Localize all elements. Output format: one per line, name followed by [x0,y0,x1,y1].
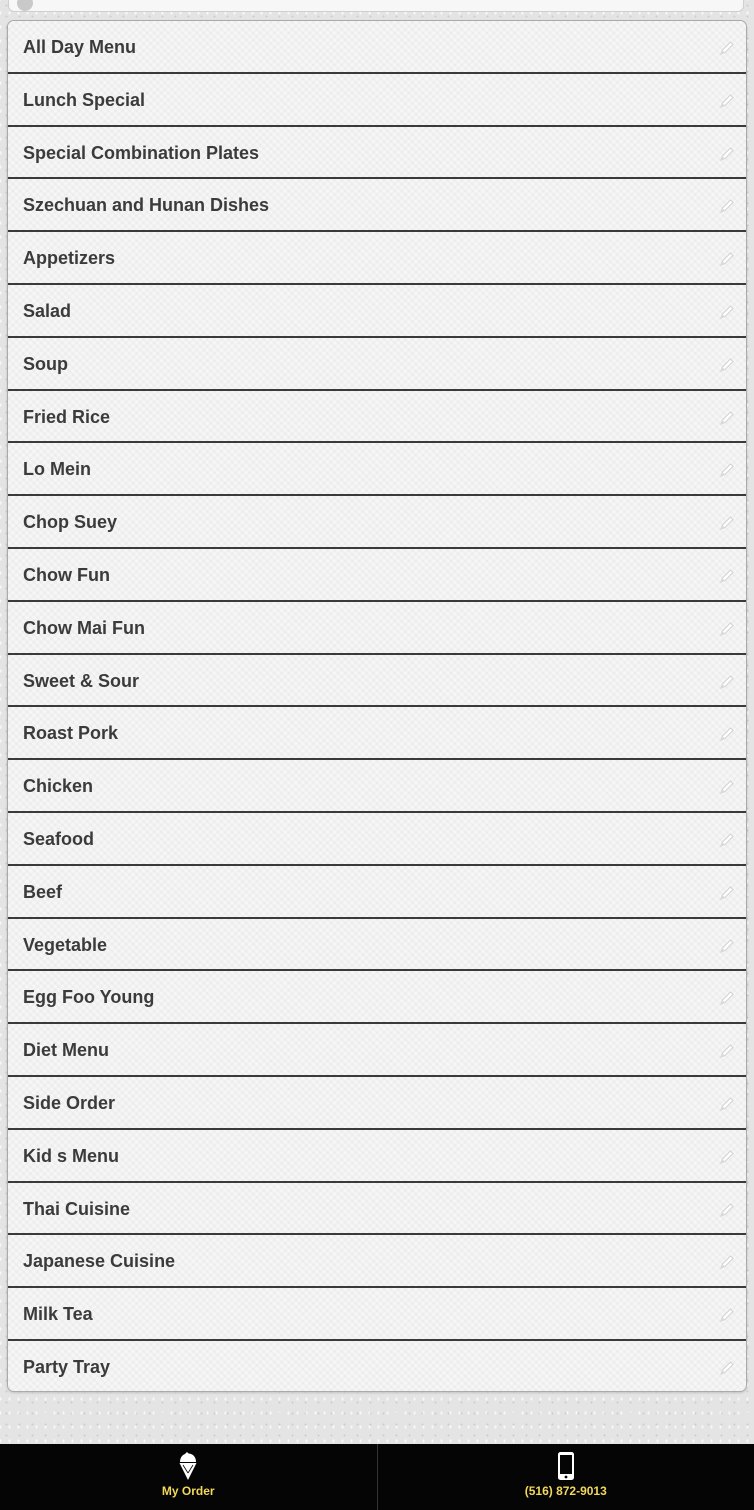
phone-number-label: (516) 872-9013 [524,1484,607,1498]
menu-item[interactable] [8,549,746,602]
pencil-icon [718,409,736,427]
menu-item[interactable] [8,602,746,655]
menu-item[interactable] [8,1130,746,1183]
search-icon [17,0,33,11]
pencil-icon [718,1042,736,1060]
menu-category-list [7,20,747,1392]
menu-item[interactable] [8,338,746,391]
menu-item-label: Salad [23,300,72,321]
pencil-icon [718,197,736,215]
menu-item-label: Chicken [23,776,94,797]
pencil-icon [718,1306,736,1324]
menu-item-label: Appetizers [23,248,116,269]
pencil-icon [718,250,736,268]
menu-item-label: Roast Pork [23,723,119,744]
menu-item[interactable] [8,391,746,444]
menu-item-label: Side Order [23,1092,116,1113]
search-bar[interactable] [8,0,744,12]
pencil-icon [718,303,736,321]
pencil-icon [718,831,736,849]
menu-item-label: All Day Menu [23,37,137,57]
menu-item-label: Thai Cuisine [23,1198,131,1219]
menu-item-label: Vegetable [23,934,108,955]
pencil-icon [718,1148,736,1166]
pencil-icon [718,884,736,902]
menu-item[interactable] [8,1024,746,1077]
menu-item[interactable] [8,179,746,232]
menu-item-label: Chow Fun [23,564,110,585]
menu-item[interactable] [8,707,746,760]
pencil-icon [718,1201,736,1219]
menu-item[interactable] [8,655,746,708]
menu-item[interactable] [8,1288,746,1341]
menu-item-label: Lo Mein [23,459,91,480]
pencil-icon [718,673,736,691]
pencil-icon [718,39,736,57]
search-input[interactable] [41,0,735,13]
phone-call-tab[interactable] [377,1444,754,1510]
menu-item-label: Chop Suey [23,512,118,533]
pencil-icon [718,778,736,796]
menu-item-label: Szechuan and Hunan Dishes [23,195,270,216]
my-order-label: My Order [161,1484,215,1498]
menu-item-label: Milk Tea [23,1304,93,1325]
menu-item[interactable] [8,496,746,549]
menu-item[interactable] [8,971,746,1024]
menu-item-label: Chow Mai Fun [23,617,145,638]
menu-item[interactable] [8,443,746,496]
menu-item-label: Fried Rice [23,406,111,427]
pencil-icon [718,620,736,638]
pencil-icon [718,937,736,955]
menu-item-label: Kid s Menu [23,1145,120,1166]
pencil-icon [718,1359,736,1377]
menu-item[interactable] [8,919,746,972]
menu-item[interactable] [8,232,746,285]
menu-item[interactable] [8,866,746,919]
menu-item-label: Beef [23,881,63,902]
menu-item[interactable] [8,1341,746,1392]
pencil-icon [718,725,736,743]
pencil-icon [718,92,736,110]
menu-item[interactable] [8,813,746,866]
menu-item-label: Sweet & Sour [23,670,140,691]
menu-item[interactable] [8,1077,746,1130]
menu-item[interactable] [8,21,746,74]
menu-item-label: Egg Foo Young [23,987,155,1008]
menu-item-label: Soup [23,353,68,374]
bottom-tab-bar [0,1444,754,1510]
menu-item[interactable] [8,74,746,127]
menu-item[interactable] [8,1183,746,1236]
pencil-icon [718,145,736,163]
menu-item-label: Party Tray [23,1356,111,1377]
menu-item[interactable] [8,127,746,180]
pencil-icon [718,989,736,1007]
menu-item-label: Diet Menu [23,1040,110,1061]
menu-item-label: Seafood [23,828,95,849]
menu-item[interactable] [8,760,746,813]
menu-item-label: Japanese Cuisine [23,1251,176,1272]
pencil-icon [718,356,736,374]
pencil-icon [718,567,736,585]
menu-item[interactable] [8,1235,746,1288]
smartphone-icon [556,1451,576,1481]
ice-cream-cone-icon [177,1451,199,1481]
menu-item[interactable] [8,285,746,338]
pencil-icon [718,514,736,532]
menu-item-label: Lunch Special [23,89,146,110]
pencil-icon [718,1253,736,1271]
pencil-icon [718,1095,736,1113]
menu-item-label: Special Combination Plates [23,142,260,163]
my-order-tab[interactable] [0,1444,377,1510]
pencil-icon [718,461,736,479]
